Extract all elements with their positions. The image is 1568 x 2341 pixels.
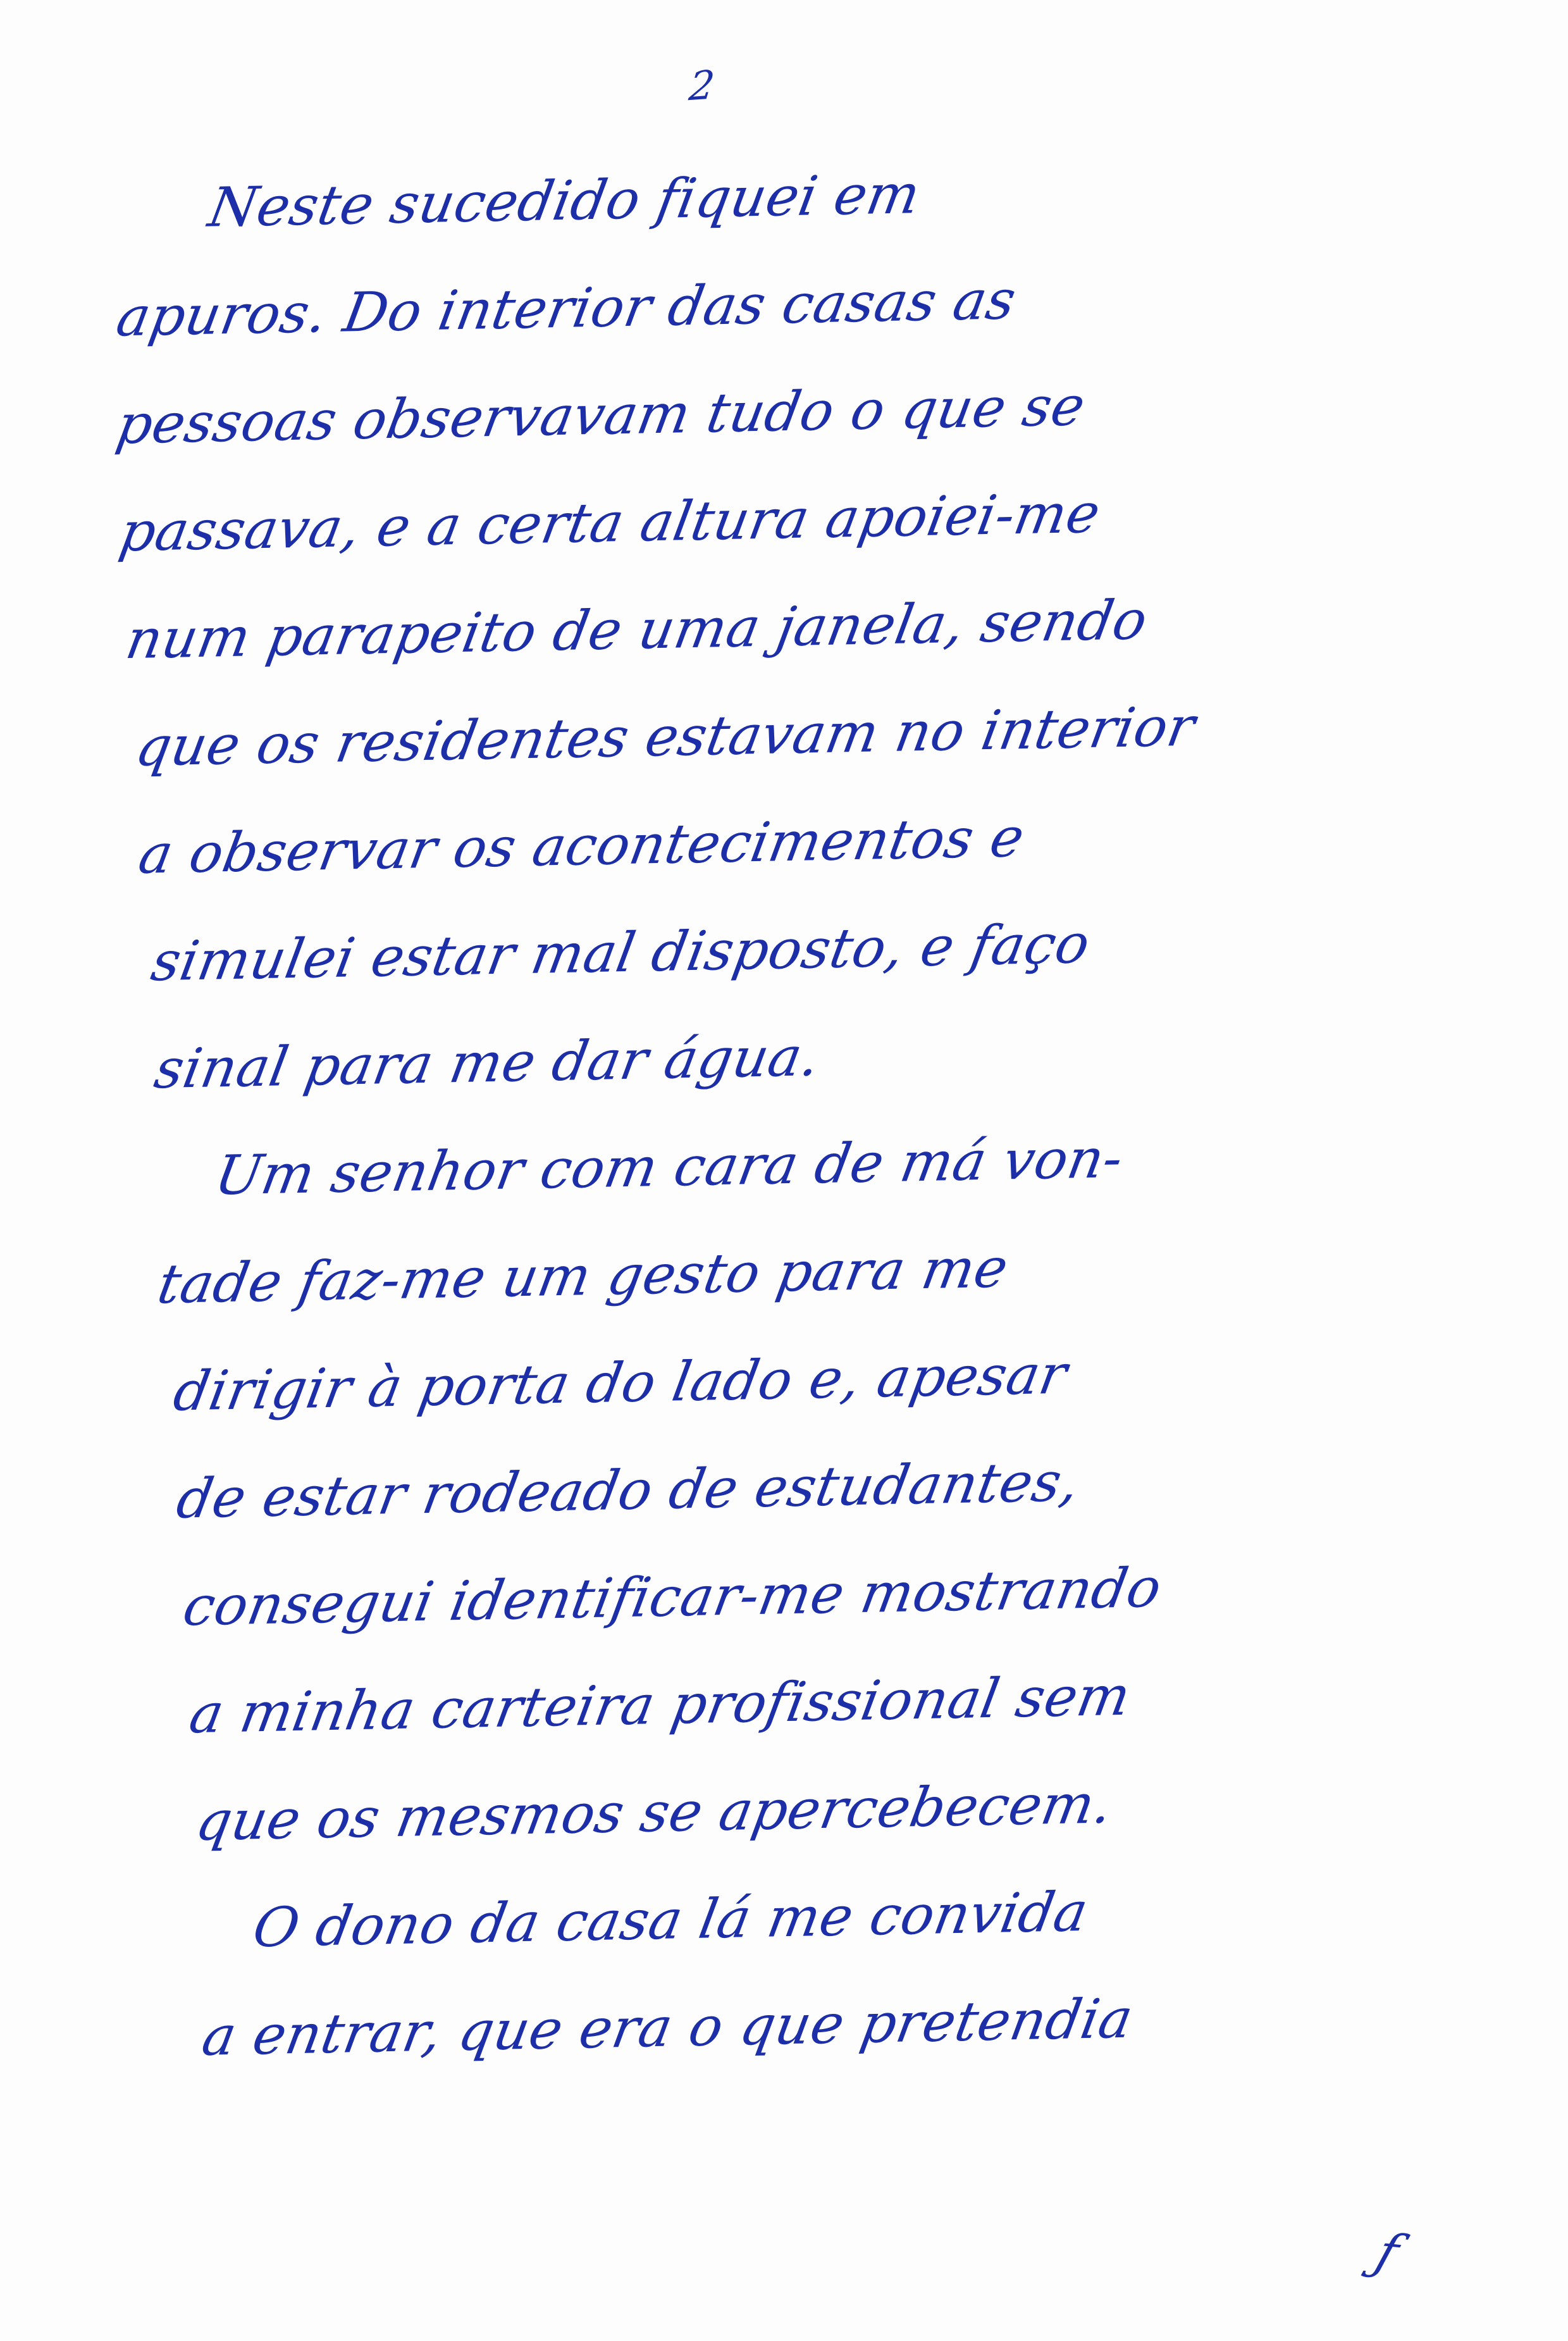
signature-flourish: ƒ — [1369, 2223, 1407, 2282]
text-line: tade faz-me um gesto para me — [153, 1236, 1013, 1317]
text-line: Um senhor com cara de má von- — [210, 1127, 1128, 1208]
text-line: a observar os acontecimentos e — [134, 806, 1029, 886]
text-line: sinal para me dar água. — [150, 1025, 825, 1102]
text-line: dirigir à porta do lado e, apesar — [169, 1343, 1072, 1424]
text-line: num parapeito de uma janela, sendo — [121, 588, 1152, 672]
text-line: passava, e a certa altura apoiei-me — [114, 481, 1105, 564]
text-line: O dono da casa lá me convida — [248, 1880, 1093, 1960]
page-number: 2 — [687, 61, 717, 110]
handwritten-body — [0, 158, 1568, 2094]
text-line: pessoas observavam tudo o que se — [111, 375, 1090, 457]
text-line: a minha carteira profissional sem — [185, 1664, 1135, 1746]
text-line: simulei estar mal disposto, e faço — [147, 912, 1095, 994]
text-line: Neste sucedido fiquei em — [204, 163, 925, 240]
text-line: de estar rodeado de estudantes, — [172, 1450, 1085, 1531]
text-line: a entrar, que era o que pretendia — [197, 1987, 1138, 2068]
text-line: consegui identificar-me mostrando — [178, 1556, 1166, 1639]
text-line: apuros. Do interior das casas as — [111, 268, 1021, 349]
text-line: que os residentes estavam no interior — [131, 695, 1200, 779]
text-line: que os mesmos se apercebecem. — [191, 1772, 1118, 1854]
